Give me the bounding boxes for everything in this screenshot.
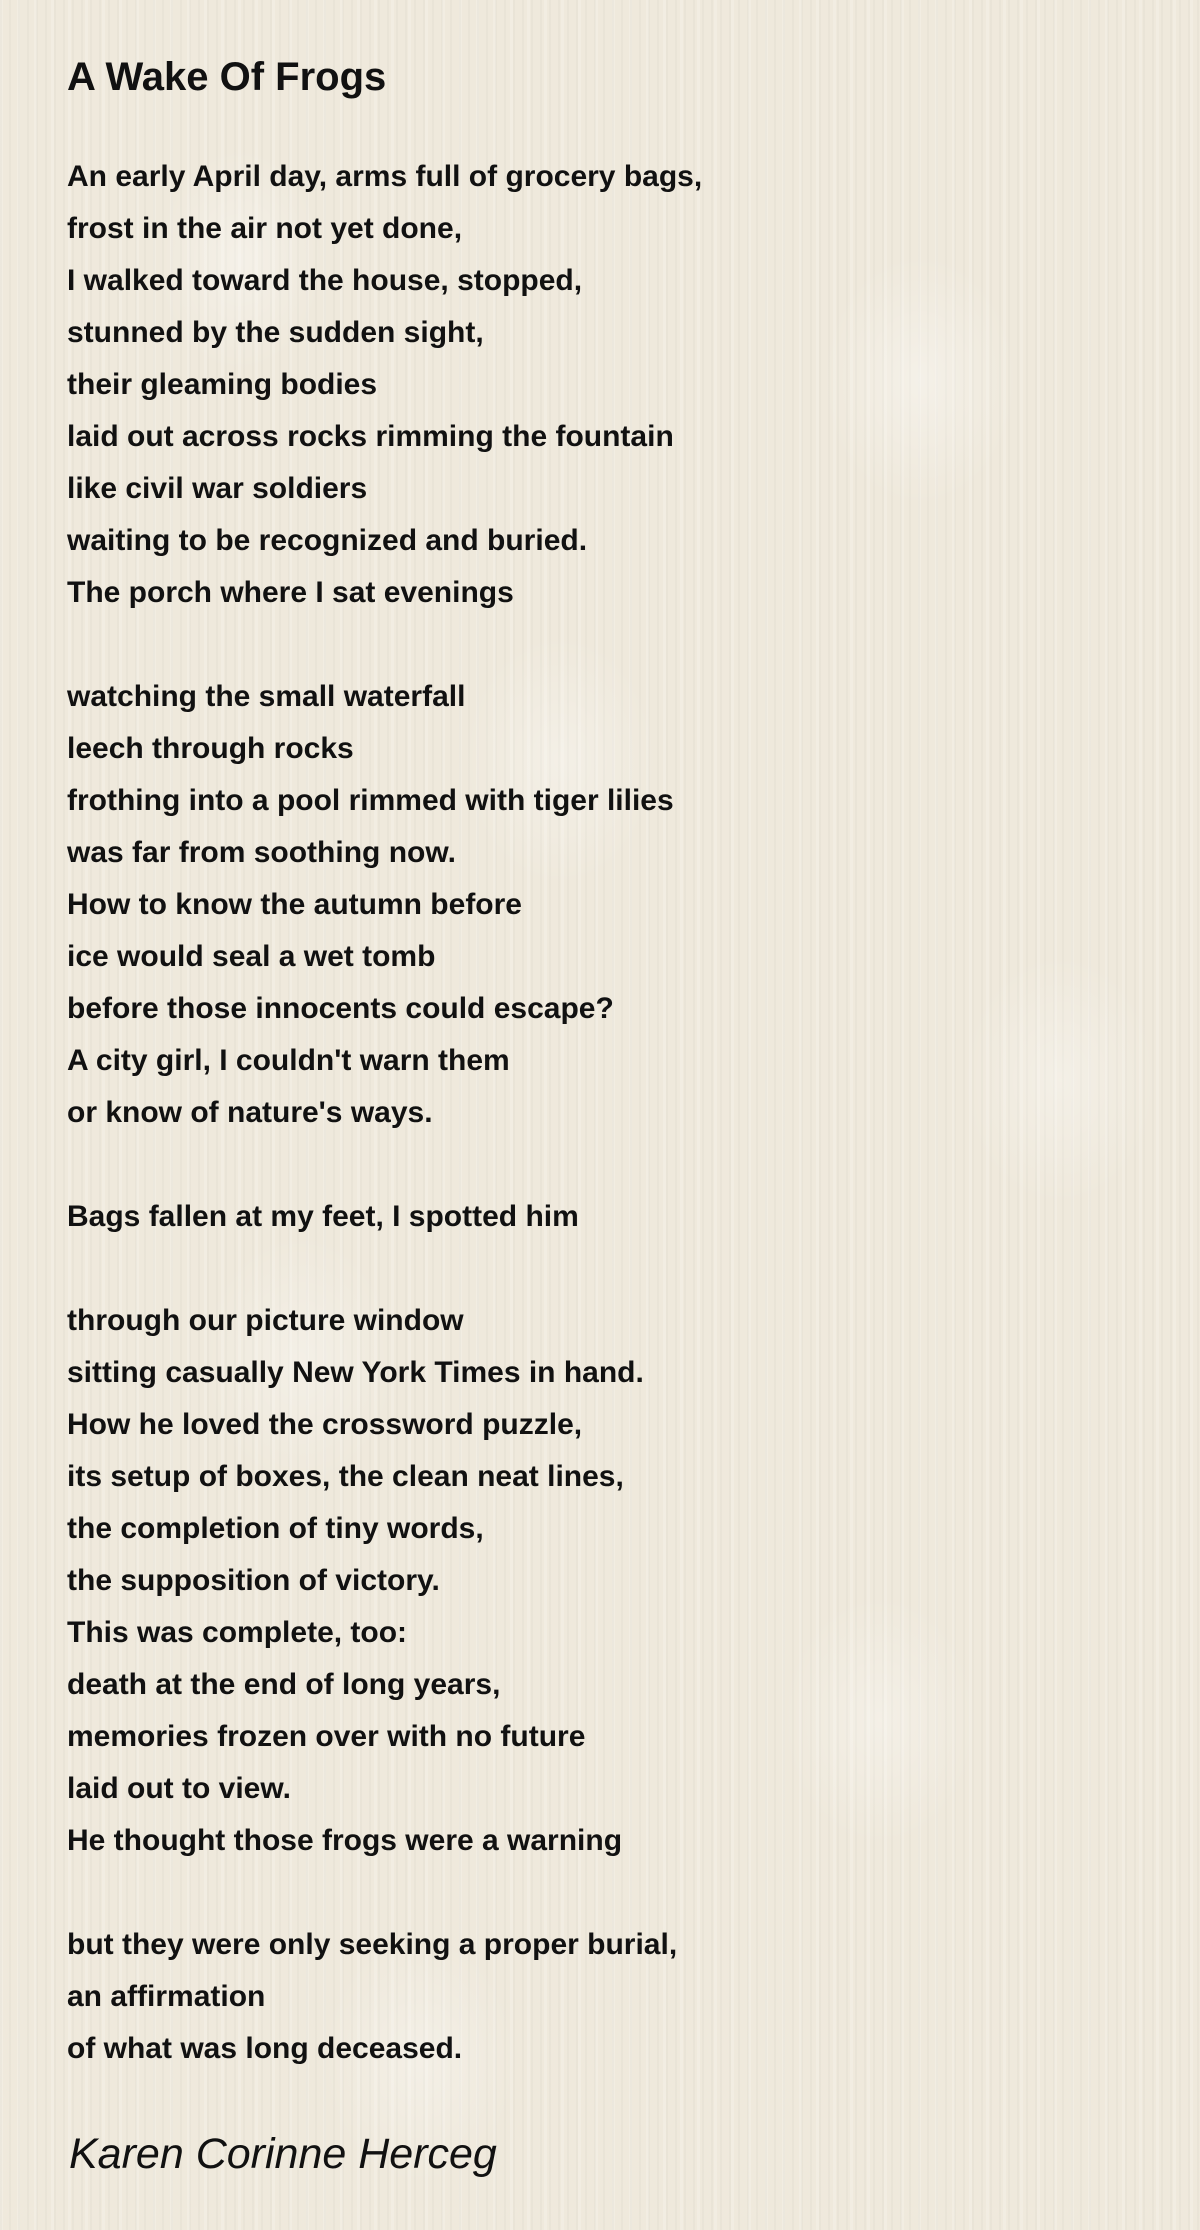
stanza-break bbox=[67, 619, 1147, 671]
stanza-break bbox=[67, 1139, 1147, 1191]
poem-line: He thought those frogs were a warning bbox=[67, 1824, 623, 1857]
poem-page bbox=[67, 50, 1147, 2075]
poem-line: ice would seal a wet tomb bbox=[67, 940, 436, 973]
poem-stanza bbox=[67, 151, 1147, 619]
poem-line: through our picture window bbox=[67, 1304, 464, 1337]
poem-line: leech through rocks bbox=[67, 732, 354, 765]
poem-line: The porch where I sat evenings bbox=[67, 576, 514, 609]
poem-line: Bags fallen at my feet, I spotted him bbox=[67, 1200, 579, 1233]
poem-line: or know of nature's ways. bbox=[67, 1096, 433, 1129]
poem-line: was far from soothing now. bbox=[67, 836, 456, 869]
poem-line: its setup of boxes, the clean neat lines, bbox=[67, 1460, 624, 1493]
poem-line: An early April day, arms full of grocery bags, bbox=[67, 160, 703, 193]
poem-line: laid out to view. bbox=[67, 1772, 291, 1805]
poem-stanza bbox=[67, 671, 1147, 1139]
poem-line: like civil war soldiers bbox=[67, 472, 368, 505]
poem-line: their gleaming bodies bbox=[67, 368, 378, 401]
poem-line: of what was long deceased. bbox=[67, 2032, 463, 2065]
poem-body bbox=[67, 151, 1147, 2075]
poem-line: an affirmation bbox=[67, 1980, 266, 2013]
poem-title: A Wake Of Frogs bbox=[67, 55, 387, 99]
stanza-break bbox=[67, 1243, 1147, 1295]
poem-stanza bbox=[67, 1191, 1147, 1243]
poem-line: the supposition of victory. bbox=[67, 1564, 440, 1597]
poem-line: How he loved the crossword puzzle, bbox=[67, 1408, 583, 1441]
poem-line: frost in the air not yet done, bbox=[67, 212, 463, 245]
poem-author: Karen Corinne Herceg bbox=[69, 2130, 497, 2178]
poem-line: death at the end of long years, bbox=[67, 1668, 501, 1701]
poem-line: laid out across rocks rimming the fountain bbox=[67, 420, 674, 453]
poem-line: How to know the autumn before bbox=[67, 888, 522, 921]
poem-line: stunned by the sudden sight, bbox=[67, 316, 484, 349]
stanza-break bbox=[67, 1867, 1147, 1919]
poem-line: sitting casually New York Times in hand. bbox=[67, 1356, 644, 1389]
poem-line: frothing into a pool rimmed with tiger lilies bbox=[67, 784, 674, 817]
poem-line: I walked toward the house, stopped, bbox=[67, 264, 583, 297]
poem-line: the completion of tiny words, bbox=[67, 1512, 484, 1545]
poem-stanza bbox=[67, 1295, 1147, 1867]
poem-line: watching the small waterfall bbox=[67, 680, 466, 713]
poem-line: This was complete, too: bbox=[67, 1616, 408, 1649]
poem-line: before those innocents could escape? bbox=[67, 992, 614, 1025]
poem-line: A city girl, I couldn't warn them bbox=[67, 1044, 510, 1077]
poem-stanza bbox=[67, 1919, 1147, 2075]
poem-line: but they were only seeking a proper burial, bbox=[67, 1928, 678, 1961]
poem-line: memories frozen over with no future bbox=[67, 1720, 586, 1753]
poem-line: waiting to be recognized and buried. bbox=[67, 524, 588, 557]
